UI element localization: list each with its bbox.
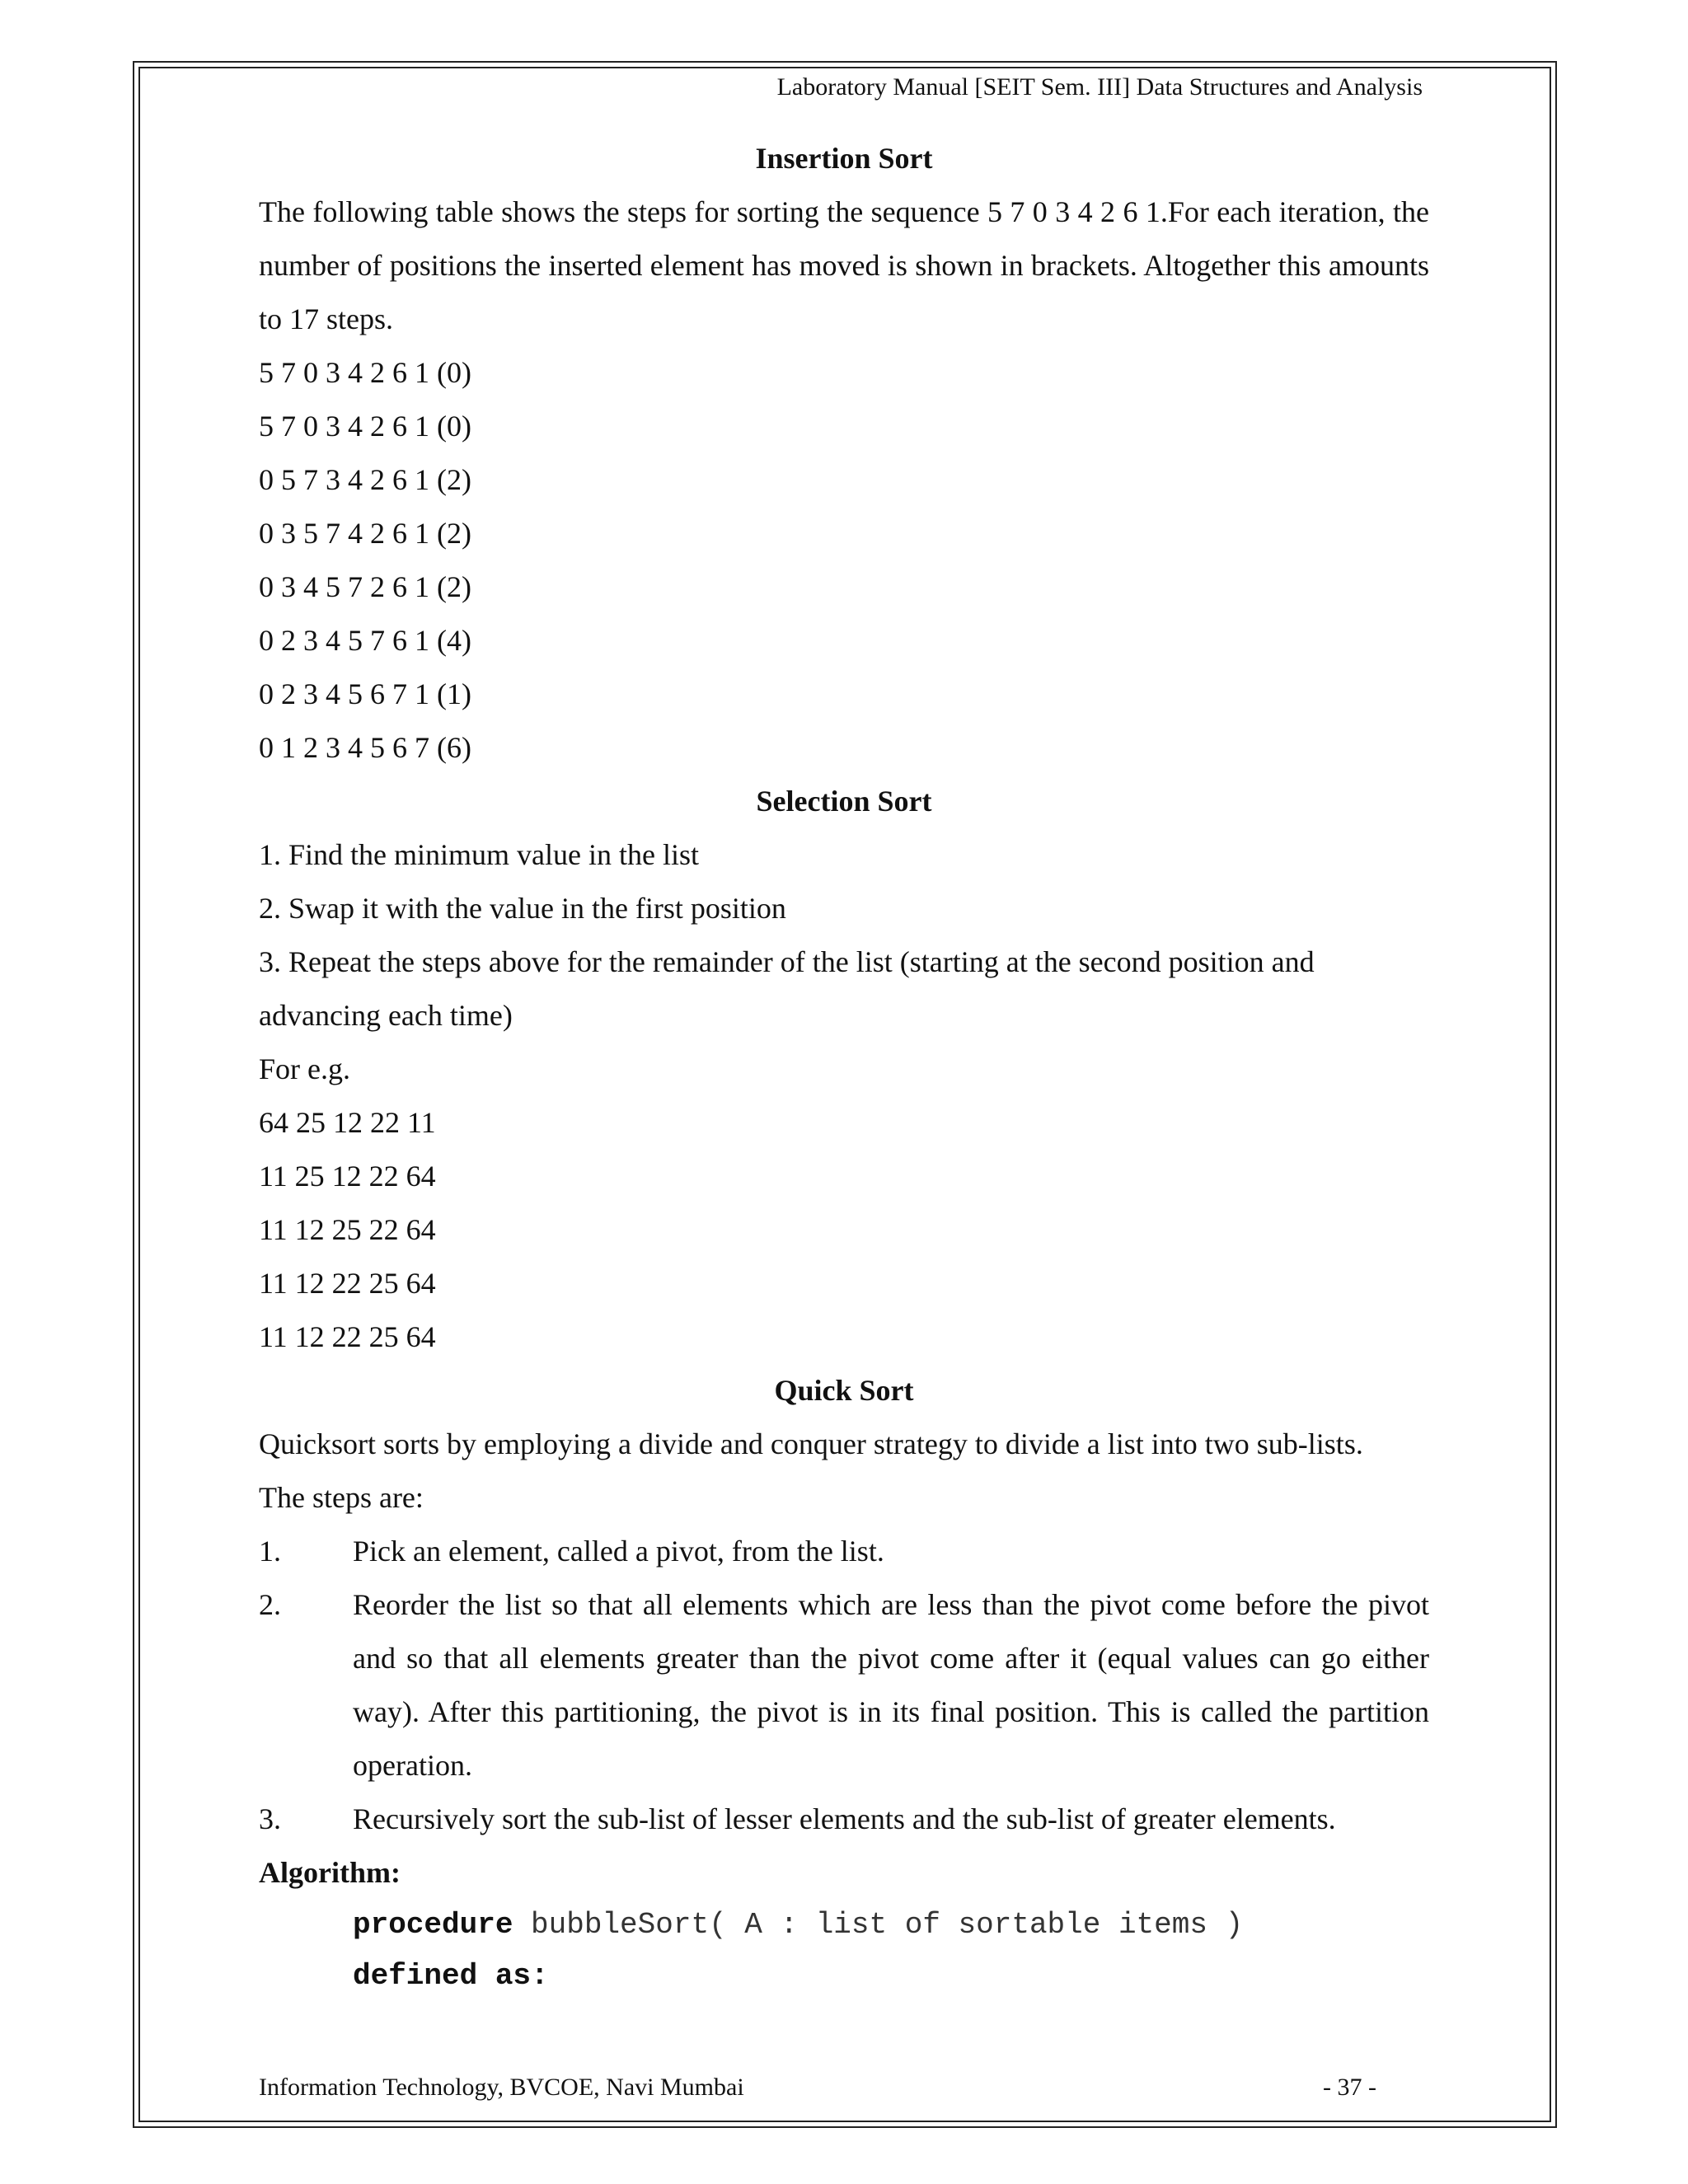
insertion-sort-intro: The following table shows the steps for sorting the sequence 5 7 0 3 4 2 6 1.For each iteration, the number of positions the inserted element has moved is shown in brackets. Altogether this amounts to 17 steps. <box>259 195 1429 335</box>
selection-item: 1. Find the minimum value in the list <box>259 838 699 871</box>
step-text: Recursively sort the sub-list of lesser elements and the sub-list of greater elements. <box>353 1802 1336 1835</box>
selection-example <box>259 1096 1429 1364</box>
code-keyword: procedure <box>353 1908 513 1942</box>
steps-label: The steps are: <box>259 1481 424 1514</box>
step-text: Reorder the list so that all elements which are less than the pivot come before the pivot and so that all elements greater than the pivot come after it (equal values can go either way). After this partitioning, the pivot is in its final position. This is called the partition operation. <box>353 1588 1429 1782</box>
example-label: For e.g. <box>259 1052 350 1085</box>
insertion-step: 5 7 0 3 4 2 6 1 (0) <box>259 410 471 443</box>
insertion-sort-heading: Insertion Sort <box>755 142 933 175</box>
code-text: bubbleSort( A : list of sortable items ) <box>513 1908 1244 1942</box>
page-content <box>259 132 1429 2002</box>
insertion-step: 0 1 2 3 4 5 6 7 (6) <box>259 731 471 764</box>
insertion-step: 0 5 7 3 4 2 6 1 (2) <box>259 463 471 496</box>
step-text: Pick an element, called a pivot, from the list. <box>353 1535 884 1568</box>
algorithm-label: Algorithm: <box>259 1856 401 1889</box>
step-number: 3. <box>259 1802 281 1835</box>
selection-item: 2. Swap it with the value in the first position <box>259 892 786 925</box>
selection-item: 3. Repeat the steps above for the remainder of the list (starting at the second position and advancing each time) <box>259 945 1315 1032</box>
example-row: 64 25 12 22 11 <box>259 1106 436 1139</box>
code-keyword: defined as: <box>353 1959 549 1993</box>
insertion-step: 0 2 3 4 5 6 7 1 (1) <box>259 677 471 710</box>
insertion-step: 0 3 4 5 7 2 6 1 (2) <box>259 570 471 603</box>
insertion-step: 0 3 5 7 4 2 6 1 (2) <box>259 517 471 550</box>
quick-sort-heading: Quick Sort <box>774 1374 914 1407</box>
quick-sort-intro: Quicksort sorts by employing a divide and conquer strategy to divide a list into two sub-lists. <box>259 1427 1363 1460</box>
page-header: Laboratory Manual [SEIT Sem. III] Data Structures and Analysis <box>776 73 1423 101</box>
step-number: 2. <box>259 1588 281 1621</box>
insertion-step: 5 7 0 3 4 2 6 1 (0) <box>259 356 471 389</box>
footer-institution: Information Technology, BVCOE, Navi Mumbai <box>259 2074 744 2101</box>
quick-step <box>259 1793 1429 1846</box>
quick-step <box>259 1525 1429 1578</box>
insertion-step: 0 2 3 4 5 7 6 1 (4) <box>259 624 471 657</box>
page-number: - 37 - <box>1323 2074 1376 2101</box>
code-line <box>353 1900 1429 1951</box>
selection-sort-heading: Selection Sort <box>756 785 932 818</box>
example-row: 11 25 12 22 64 <box>259 1160 436 1193</box>
example-row: 11 12 22 25 64 <box>259 1267 436 1300</box>
example-row: 11 12 22 25 64 <box>259 1320 436 1353</box>
quick-step <box>259 1578 1429 1793</box>
code-line <box>353 1951 1429 2002</box>
example-row: 11 12 25 22 64 <box>259 1213 436 1246</box>
insertion-sort-steps <box>259 346 1429 775</box>
step-number: 1. <box>259 1535 281 1568</box>
